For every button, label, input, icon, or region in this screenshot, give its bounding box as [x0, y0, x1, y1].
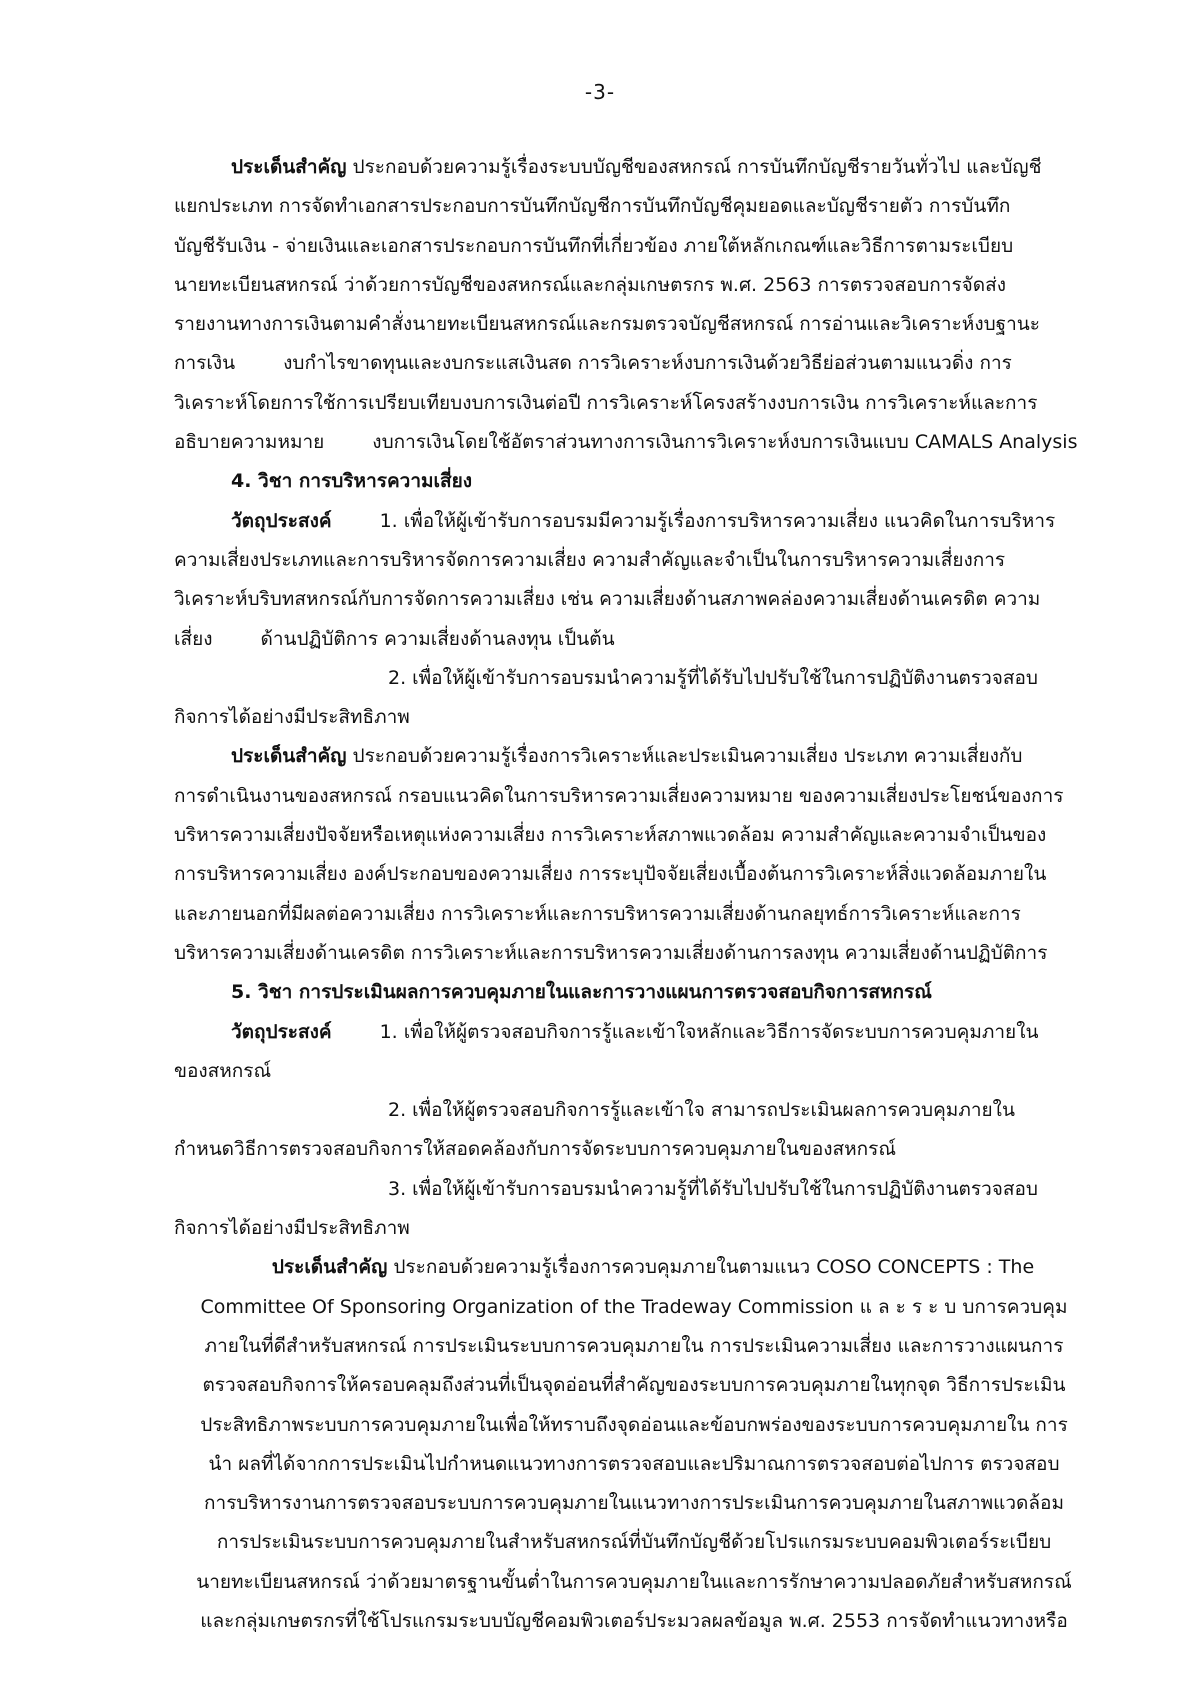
section-heading: 5. วิชา การประเมินผลการควบคุมภายในและการวางแผนการตรวจสอบกิจการสหกรณ์	[231, 981, 932, 1004]
text-run: งบกำไรขาดทุนและงบกระแสเงินสด การวิเคราะห์งบการเงินด้วยวิธีย่อส่วนตามแนวดิ่ง การ	[283, 352, 1012, 375]
paragraph-line: วิเคราะห์บริบทสหกรณ์กับการจัดการความเสี่ยง เช่น ความเสี่ยงด้านสภาพคล่องความเสี่ยงด้านเครดิต ความ	[174, 588, 1041, 611]
objective-label: วัตถุประสงค์	[231, 1020, 332, 1043]
text-run: 1. เพื่อให้ผู้ตรวจสอบกิจการรู้และเข้าใจหลักและวิธีการจัดระบบการควบคุมภายใน	[379, 1020, 1039, 1043]
paragraph-line: นายทะเบียนสหกรณ์ ว่าด้วยมาตรฐานขั้นต่ำในการควบคุมภายในและการรักษาความปลอดภัยสำหรับสหกรณ์	[196, 1570, 1072, 1593]
paragraph-line: การดำเนินงานของสหกรณ์ กรอบแนวคิดในการบริหารความเสี่ยงความหมาย ของความเสี่ยงประโยชน์ของการ	[174, 784, 1064, 807]
paragraph-line: บริหารความเสี่ยงด้านเครดิต การวิเคราะห์และการบริหารความเสี่ยงด้านการลงทุน ความเสี่ยงด้านปฏิบัติการ	[174, 941, 1048, 964]
text-run: ประกอบด้วยความรู้เรื่องการวิเคราะห์และประเมินความเสี่ยง ประเภท ความเสี่ยงกับ	[346, 745, 1023, 768]
key-points-label: ประเด็นสำคัญ	[231, 156, 347, 178]
text-run: อธิบายความหมาย	[174, 431, 325, 454]
paragraph-line	[174, 1248, 1094, 1287]
paragraph-line: และภายนอกที่มีผลต่อความเสี่ยง การวิเคราะห์และการบริหารความเสี่ยงด้านกลยุทธ์การวิเคราะห์และการ	[174, 902, 1021, 925]
text-run: การเงิน	[174, 352, 236, 375]
paragraph-line: ตรวจสอบกิจการให้ครอบคลุมถึงส่วนที่เป็นจุดอ่อนที่สำคัญของระบบการควบคุมภายในทุกจุด วิธีการประเมิน	[202, 1374, 1066, 1397]
paragraph-line: 2. เพื่อให้ผู้เข้ารับการอบรมนำความรู้ที่ได้รับไปปรับใช้ในการปฏิบัติงานตรวจสอบ	[388, 666, 1038, 689]
paragraph-line: รายงานทางการเงินตามคำสั่งนายทะเบียนสหกรณ์และกรมตรวจบัญชีสหกรณ์ การอ่านและวิเคราะห์งบฐานะ	[174, 313, 1041, 336]
paragraph-line	[174, 148, 1094, 187]
text-run: เสี่ยง	[174, 627, 213, 650]
paragraph-line: นำ ผลที่ได้จากการประเมินไปกำหนดแนวทางการตรวจสอบและปริมาณการตรวจสอบต่อไปการ ตรวจสอบ	[208, 1452, 1060, 1475]
paragraph-line: การบริหารความเสี่ยง องค์ประกอบของความเสี่ยง การระบุปัจจัยเสี่ยงเบื้องต้นการวิเคราะห์สิ่งแวดล้อมภายใน	[174, 863, 1047, 886]
paragraph-line: ของสหกรณ์	[174, 1059, 272, 1082]
paragraph-line: แยกประเภท การจัดทำเอกสารประกอบการบันทึกบัญชีการบันทึกบัญชีคุมยอดและบัญชีรายตัว การบันทึก	[174, 195, 1011, 218]
paragraph-line: บริหารความเสี่ยงปัจจัยหรือเหตุแห่งความเสี่ยง การวิเคราะห์สภาพแวดล้อม ความสำคัญและความจำเป็นของ	[174, 824, 1047, 847]
text-run: บการควบคุม	[962, 1295, 1068, 1318]
paragraph-line: กิจการได้อย่างมีประสิทธิภาพ	[174, 706, 410, 729]
document-body	[174, 148, 1094, 1641]
paragraph-line: การประเมินระบบการควบคุมภายในสำหรับสหกรณ์ที่บันทึกบัญชีด้วยโปรแกรมระบบคอมพิวเตอร์ระเบียบ	[216, 1531, 1052, 1554]
paragraph-line: กิจการได้อย่างมีประสิทธิภาพ	[174, 1217, 410, 1240]
paragraph-line: กำหนดวิธีการตรวจสอบกิจการให้สอดคล้องกับการจัดระบบการควบคุมภายในของสหกรณ์	[174, 1138, 897, 1161]
objective-label: วัตถุประสงค์	[231, 509, 332, 532]
section-heading: 4. วิชา การบริหารความเสี่ยง	[231, 470, 473, 493]
text-run: Committee Of Sponsoring Organization of the Tradeway Commission	[200, 1295, 860, 1318]
text-run: 1. เพื่อให้ผู้เข้ารับการอบรมมีความรู้เรื่องการบริหารความเสี่ยง แนวคิดในการบริหาร	[379, 509, 1056, 532]
paragraph-line	[174, 344, 1094, 383]
paragraph-line: และกลุ่มเกษตรกรที่ใช้โปรแกรมระบบบัญชีคอมพิวเตอร์ประมวลผลข้อมูล พ.ศ. 2553 การจัดทำแนวทางหรือ	[200, 1609, 1068, 1632]
paragraph-line: ภายในที่ดีสำหรับสหกรณ์ การประเมินระบบการควบคุมภายใน การประเมินความเสี่ยง และการวางแผนการ	[204, 1334, 1064, 1357]
paragraph-line: นายทะเบียนสหกรณ์ ว่าด้วยการบัญชีของสหกรณ์และกลุ่มเกษตรกร พ.ศ. 2563 การตรวจสอบการจัดส่ง	[174, 273, 1007, 296]
paragraph-line: 3. เพื่อให้ผู้เข้ารับการอบรมนำความรู้ที่ได้รับไปปรับใช้ในการปฏิบัติงานตรวจสอบ	[388, 1177, 1038, 1200]
paragraph-line	[174, 1013, 1094, 1052]
paragraph-line: ความเสี่ยงประเภทและการบริหารจัดการความเสี่ยง ความสำคัญและจำเป็นในการบริหารความเสี่ยงการ	[174, 548, 1006, 571]
paragraph-line: 2. เพื่อให้ผู้ตรวจสอบกิจการรู้และเข้าใจ สามารถประเมินผลการควบคุมภายใน	[388, 1099, 1015, 1122]
paragraph-line	[174, 1288, 1094, 1327]
key-points-label: ประเด็นสำคัญ	[271, 1256, 388, 1279]
text-run: ด้านปฏิบัติการ ความเสี่ยงด้านลงทุน เป็นต้น	[260, 627, 615, 650]
text-run: และระบ	[859, 1295, 963, 1318]
paragraph-line	[174, 502, 1094, 541]
page-number: -3-	[584, 80, 616, 104]
text-run: งบการเงินโดยใช้อัตราส่วนทางการเงินการวิเคราะห์งบการเงินแบบ CAMALS Analysis	[372, 431, 1078, 454]
paragraph-line	[174, 423, 1094, 462]
text-run: ประกอบด้วยความรู้เรื่องระบบบัญชีของสหกรณ์ การบันทึกบัญชีรายวันทั่วไป และบัญชี	[346, 156, 1042, 178]
paragraph-line: บัญชีรับเงิน - จ่ายเงินและเอกสารประกอบการบันทึกที่เกี่ยวข้อง ภายใต้หลักเกณฑ์และวิธีการตามระเบียบ	[174, 234, 1014, 257]
key-points-label: ประเด็นสำคัญ	[231, 745, 347, 768]
paragraph-line: การบริหารงานการตรวจสอบระบบการควบคุมภายในแนวทางการประเมินการควบคุมภายในสภาพแวดล้อม	[204, 1492, 1064, 1515]
paragraph-line	[174, 737, 1094, 776]
text-run: ประกอบด้วยความรู้เรื่องการควบคุมภายในตามแนว COSO CONCEPTS : The	[387, 1256, 1035, 1279]
paragraph-line: วิเคราะห์โดยการใช้การเปรียบเทียบงบการเงินต่อปี การวิเคราะห์โครงสร้างงบการเงิน การวิเคราะห์และการ	[174, 391, 1038, 414]
paragraph-line: ประสิทธิภาพระบบการควบคุมภายในเพื่อให้ทราบถึงจุดอ่อนและข้อบกพร่องของระบบการควบคุมภายใน การ	[200, 1413, 1068, 1436]
paragraph-line	[174, 620, 1094, 659]
